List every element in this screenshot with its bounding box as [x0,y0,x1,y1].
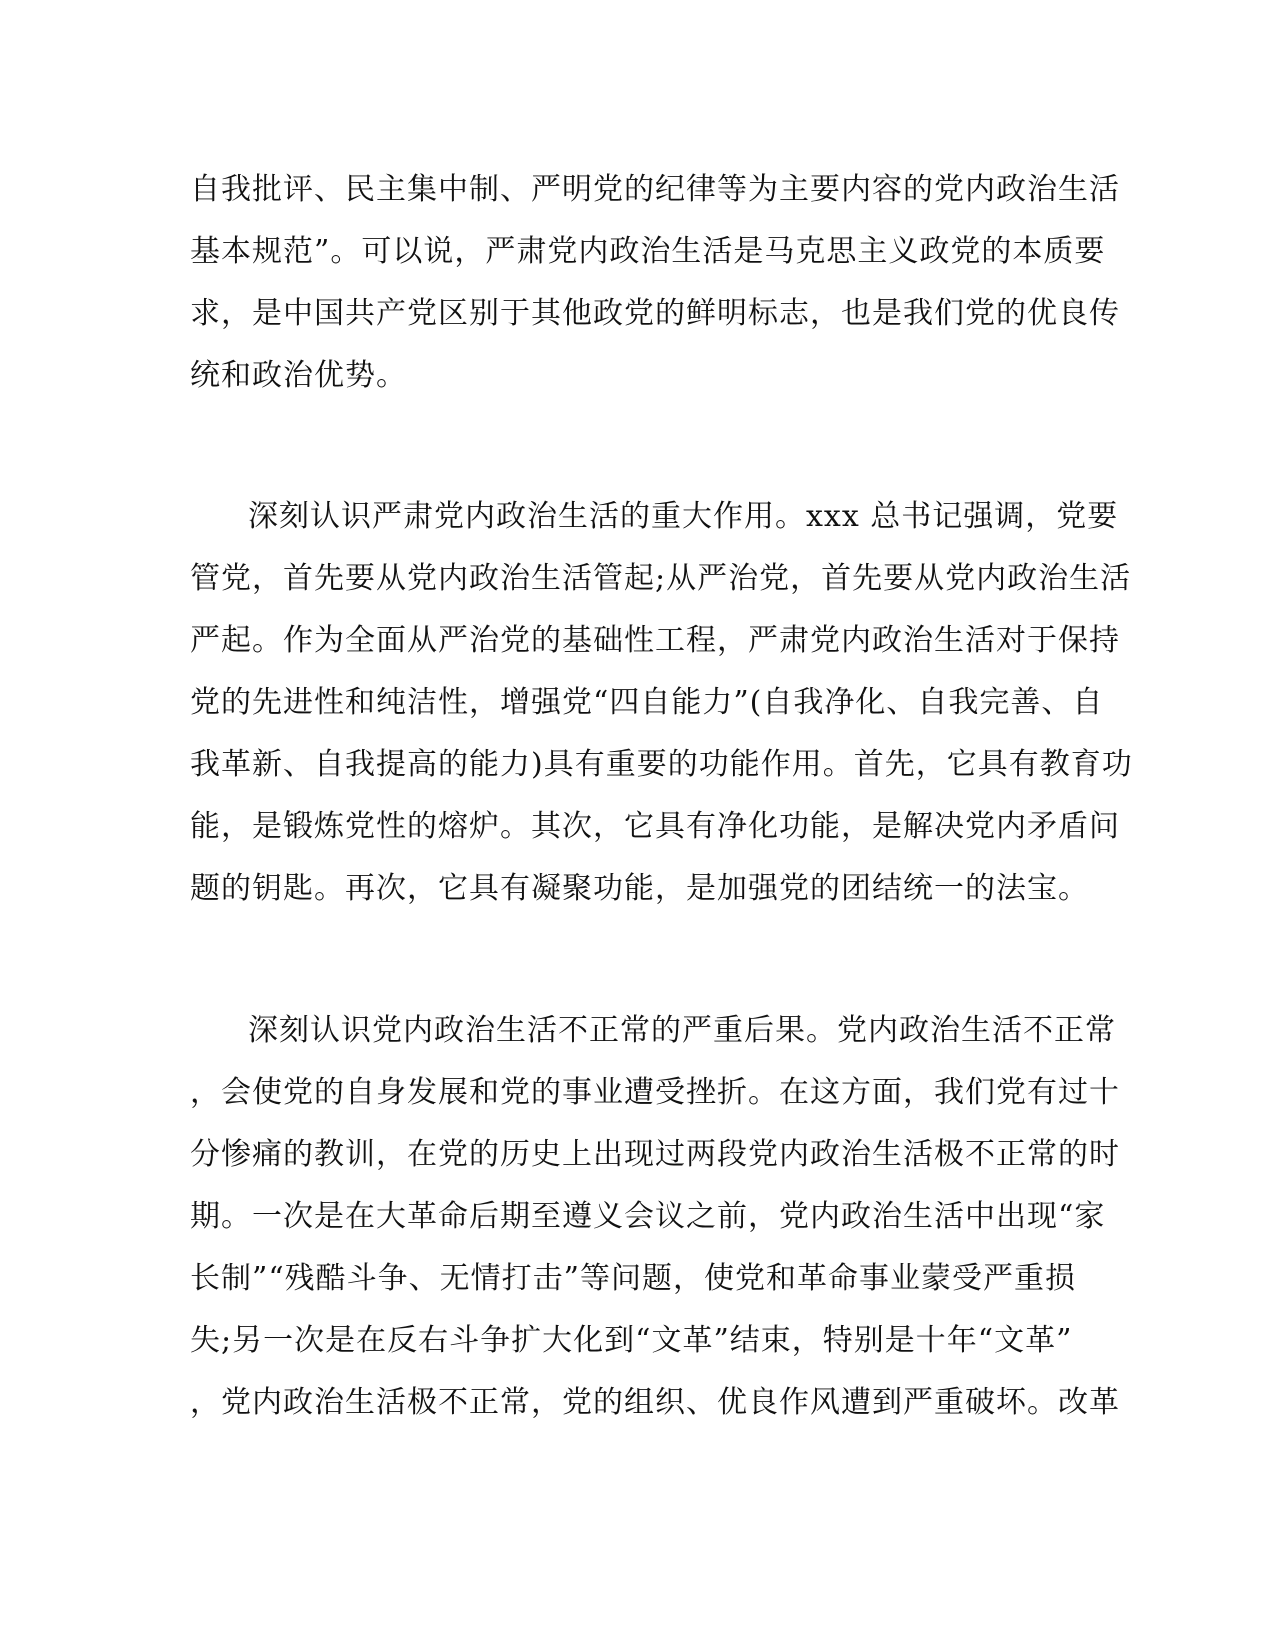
paragraph-serious-consequences [190,1000,1120,1434]
paragraph-line: 严起。作为全面从严治党的基础性工程，严肃党内政治生活对于保持 [190,623,1120,658]
paragraph-line: 自我批评、民主集中制、严明党的纪律等为主要内容的党内政治生活 [190,172,1120,207]
paragraph-line: 统和政治优势。 [190,358,407,393]
paragraph-line: 失;另一次是在反右斗争扩大化到“文革”结束，特别是十年“文革” [190,1323,1073,1358]
paragraph-line: 求，是中国共产党区别于其他政党的鲜明标志，也是我们党的优良传 [190,296,1120,331]
paragraph-line: ，党内政治生活极不正常，党的组织、优良作风遭到严重破坏。改革 [190,1385,1120,1420]
paragraph-line: 长制”“残酷斗争、无情打击”等问题，使党和革命事业蒙受严重损 [190,1261,1077,1296]
paragraph-line: 题的钥匙。再次，它具有凝聚功能，是加强党的团结统一的法宝。 [190,871,1089,906]
paragraph-line: 深刻认识严肃党内政治生活的重大作用。xxx 总书记强调，党要 [248,499,1119,534]
paragraph-line: 我革新、自我提高的能力)具有重要的功能作用。首先，它具有教育功 [190,747,1133,782]
paragraph-line: 深刻认识党内政治生活不正常的严重后果。党内政治生活不正常 [248,1013,1116,1048]
paragraph-continuation [190,159,1120,407]
paragraph-line: 党的先进性和纯洁性，增强党“四自能力”(自我净化、自我完善、自 [190,685,1104,720]
paragraph-line: 分惨痛的教训，在党的历史上出现过两段党内政治生活极不正常的时 [190,1137,1120,1172]
paragraph-line: 基本规范”。可以说，严肃党内政治生活是马克思主义政党的本质要 [190,234,1106,269]
paragraph-important-role [190,486,1133,920]
paragraph-line: 期。一次是在大革命后期至遵义会议之前，党内政治生活中出现“家 [190,1199,1106,1234]
paragraph-line: ，会使党的自身发展和党的事业遭受挫折。在这方面，我们党有过十 [190,1075,1120,1110]
paragraph-line: 能，是锻炼党性的熔炉。其次，它具有净化功能，是解决党内矛盾问 [190,809,1120,844]
paragraph-line: 管党，首先要从党内政治生活管起;从严治党，首先要从党内政治生活 [190,561,1132,596]
